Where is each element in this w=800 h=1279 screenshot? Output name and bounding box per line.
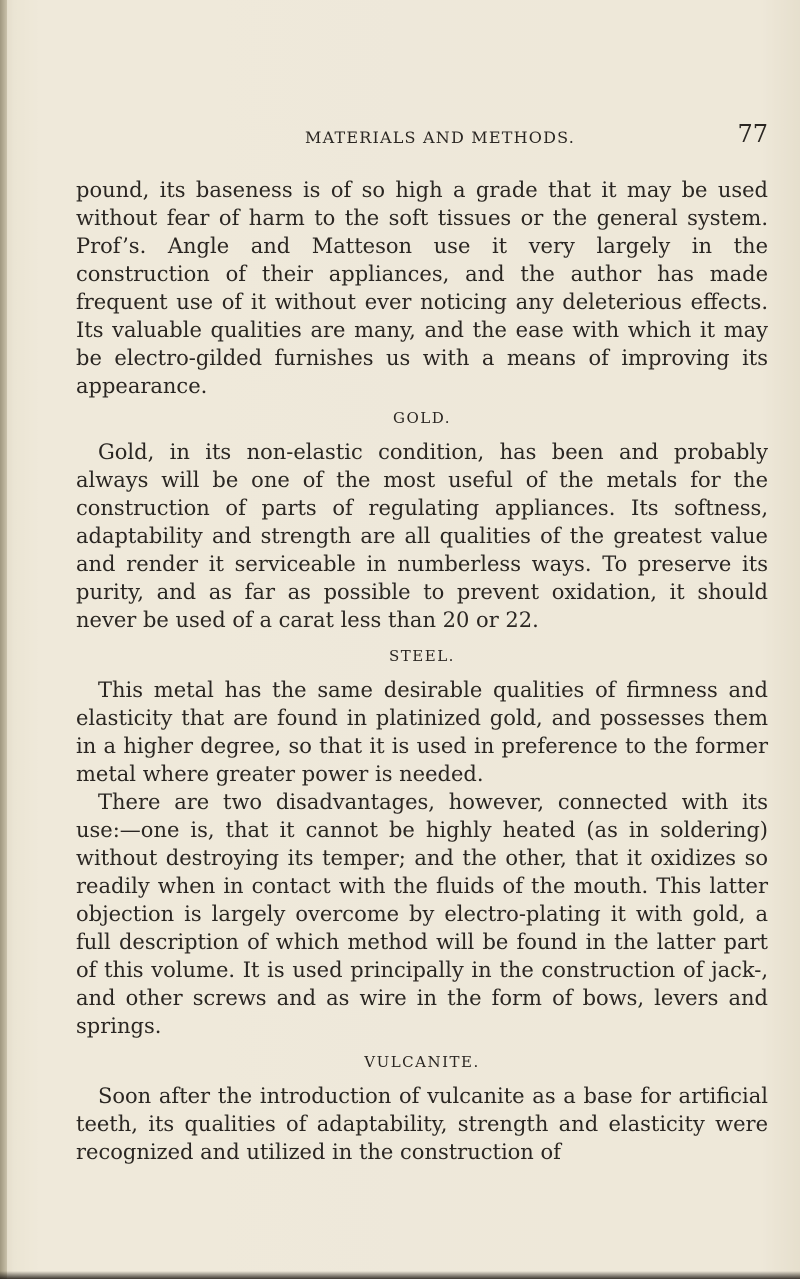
steel-paragraph-1: This metal has the same desirable qualities of firmness and elasticity that are found in platinized gold, and possesses them in a higher degree, so that it is used in preference to the former metal where greater power is needed. — [76, 678, 768, 786]
running-title: MATERIALS AND METHODS. — [305, 128, 575, 147]
body-text — [76, 176, 768, 1166]
intro-paragraph: pound, its baseness is of so high a grade that it may be used without fear of harm to the soft tissues or the general system. Prof’s. Angle and Matteson use it very largely in the construction of their appliances, and the author has made frequent use of it without ever noticing any deleterious effects. Its valuable qualities are many, and the ease with which it may be electro-gilded furnishes us with a means of improving its appearance. — [76, 178, 768, 398]
steel-heading: STEEL. — [389, 647, 455, 665]
gold-paragraph: Gold, in its non-elastic condition, has been and probably always will be one of the most useful of the metals for the construction of parts of regulating appliances. Its softness, adaptability and strength are all qualities of the greatest value and render it serviceable in numberless ways. To preserve its purity, and as far as possible to prevent oxidation, it should never be used of a carat less than 20 or 22. — [76, 440, 768, 632]
vulcanite-heading: VULCANITE. — [364, 1053, 480, 1071]
page-binding-edge — [0, 0, 7, 1279]
steel-paragraph-2: There are two disadvantages, however, connected with its use:—one is, that it cannot be highly heated (as in soldering) without destroying its temper; and the other, that it oxidizes so readily when in contact with the fluids of the mouth. This latter objection is largely overcome by electro-plating it with gold, a full description of which method will be found in the latter part of this volume. It is used principally in the construction of jack-, and other screws and as wire in the form of bows, levers and springs. — [76, 790, 768, 1038]
page-header — [112, 120, 768, 160]
page-bottom-shadow — [0, 1271, 800, 1279]
vulcanite-paragraph: Soon after the introduction of vulcanite as a base for artificial teeth, its qualities of adaptability, strength and elasticity were recognized and utilized in the construction of — [76, 1084, 768, 1164]
gold-heading: GOLD. — [392, 409, 451, 427]
page-number: 77 — [737, 120, 768, 148]
